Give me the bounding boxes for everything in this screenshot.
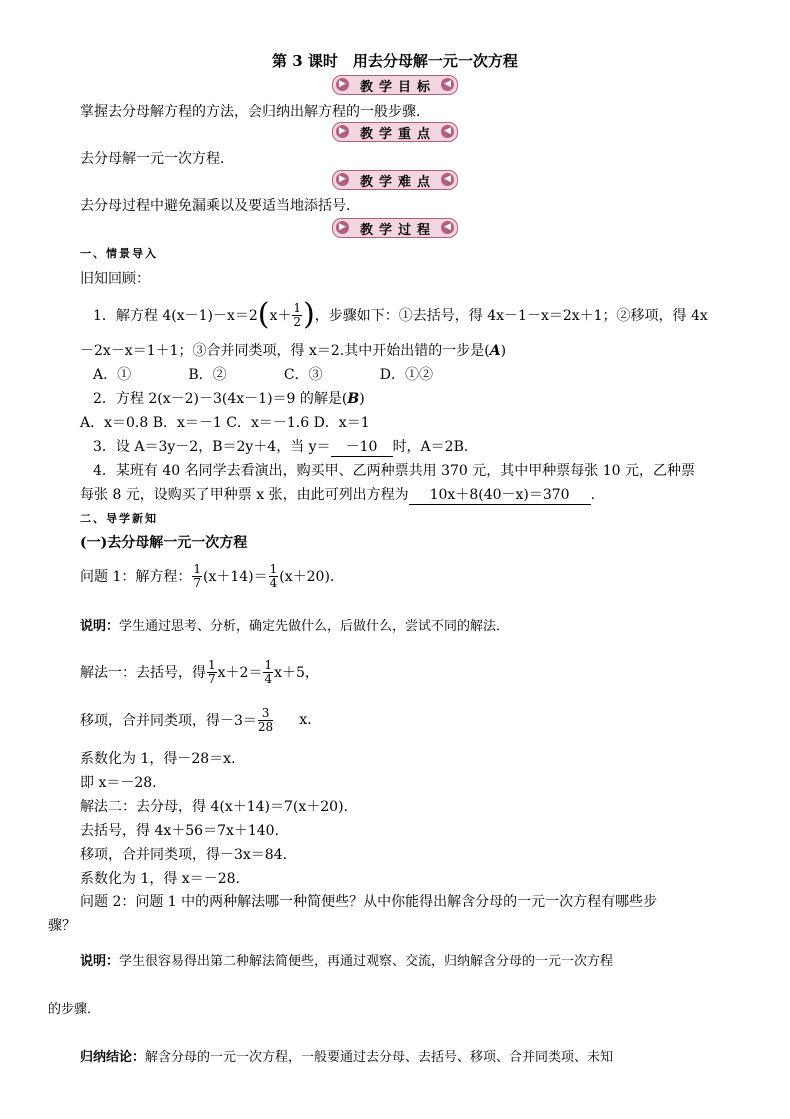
subsection-heading: (一)去分母解一元一次方程 [80,535,248,551]
banner-label: 教学过程 [359,222,436,238]
problem-2-line1: 问题 2：问题 1 中的两种解法哪一种简便些？从中你能得出解含分母的一元一次方程有哪些步 [80,894,658,910]
banner-teaching-difficulty [332,170,458,190]
fraction: $\frac{1}{4}$ [269,561,278,590]
question-1-line1: 1．解方程 4(x－1)－x＝2 ( x＋ $\frac{1}{2}$ ) ，步骤如下：①去括号，得 4x－1－x＝2x＋1；②移项，得 4x [93,297,708,332]
q1-post: ，步骤如下：①去括号，得 4x－1－x＝2x＋1；②移项，得 4x [314,308,708,324]
problem-1: 问题 1：解方程： $\frac{1}{7}$ (x＋14)＝ $\frac{1}{4}$ (x＋20). [80,561,335,590]
q1-pre: 1．解方程 4(x－1)－x＝2 [93,308,258,324]
goal-text: 掌握去分母解方程的方法，会归纳出解方程的一般步骤． [80,104,430,120]
banner-teaching-key [332,122,458,142]
q1-inner: x＋ [269,308,292,324]
arrow-left-icon: ◀ [441,173,454,186]
answer-blank: －10 [331,436,393,457]
q1-answer: A [489,343,501,359]
banner-label: 教学难点 [359,174,436,190]
lesson-title: 第 3 课时 用去分母解一元一次方程 [272,52,518,70]
fraction: $\frac{3}{28}$ [257,705,274,734]
arrow-left-icon: ◀ [441,125,454,138]
fraction: $\frac{1}{4}$ [264,657,273,686]
fraction: $\frac{1}{7}$ [208,657,216,686]
question-2: 2．方程 2(x－2)－3(4x－1)＝9 的解是(B) [93,391,365,407]
banner-label: 教学目标 [359,79,436,95]
banner-label: 教学重点 [359,126,436,142]
key-text: 去分母解一元一次方程． [80,151,234,167]
option: D．①② [379,367,433,383]
banner-teaching-process [332,218,458,238]
note-1: 说明：学生通过思考、分析，确定先做什么，后做什么，尝试不同的解法． [80,619,510,634]
section-heading: 一、情景导入 [80,247,158,260]
method-1-step3: 系数化为 1，得－28＝x. [80,751,236,767]
question-4-line1: 4．某班有 40 名同学去看演出，购买甲、乙两种票共用 370 元，其中甲种票每张 10 元，乙种票 [93,463,695,479]
q1-options [93,364,433,384]
method-1-step4: 即 x＝－28. [80,775,157,791]
option: A．① [93,367,132,383]
answer-blank: 10x＋8(40－x)＝370 [409,484,591,505]
q2-answer: B [347,391,360,407]
difficulty-text: 去分母过程中避免漏乘以及要适当地添括号． [80,198,360,214]
option: C．③ [283,367,323,383]
method-2-step4: 系数化为 1，得 x＝－28. [80,871,240,887]
problem-2-line2: 骤？ [48,918,76,934]
note-2-line1: 说明：学生很容易得出第二种解法简便些，再通过观察、交流，归纳解含分母的一元一次方程 [80,954,614,969]
method-1-step2: 移项，合并同类项，得－3＝ $\frac{3}{28}$ x. [80,705,312,734]
method-2-step3: 移项，合并同类项，得－3x＝84. [80,847,288,863]
question-3: 3．设 A＝3y－2，B＝2y＋4，当 y＝ －10 时，A＝2B. [93,436,468,457]
method-2-step2: 去括号，得 4x＋56＝7x＋140. [80,823,280,839]
arrow-right-icon: ▶ [336,125,349,138]
option: B．② [188,367,227,383]
review-label: 旧知回顾： [80,271,150,287]
method-1-step1: 解法一：去括号，得 $\frac{1}{7}$ x＋2＝ $\frac{1}{4}$ x＋5， [80,657,319,686]
conclusion: 归纳结论：解含分母的一元一次方程，一般要通过去分母、去括号、移项、合并同类项、未知 [80,1050,614,1065]
method-2-step1: 解法二：去分母，得 4(x＋14)＝7(x＋20). [80,799,348,815]
question-1-line2: －2x－x＝1＋1；③合并同类项，得 x＝2.其中开始出错的一步是(A) [80,343,507,359]
arrow-right-icon: ▶ [336,78,349,91]
fraction: $\frac{1}{2}$ [293,300,302,329]
arrow-right-icon: ▶ [336,173,349,186]
fraction: $\frac{1}{7}$ [193,561,201,590]
arrow-left-icon: ◀ [441,78,454,91]
banner-teaching-goal [332,75,458,95]
question-4-line2: 每张 8 元，设购买了甲种票 x 张，由此可列出方程为 10x＋8(40－x)＝370 . [80,484,595,505]
arrow-left-icon: ◀ [441,221,454,234]
arrow-right-icon: ▶ [336,221,349,234]
q2-options: A．x＝0.8 B．x＝－1 C．x＝－1.6 D．x＝1 [80,415,370,431]
note-2-line2: 的步骤． [48,1002,101,1017]
section-heading: 二、导学新知 [80,512,158,525]
